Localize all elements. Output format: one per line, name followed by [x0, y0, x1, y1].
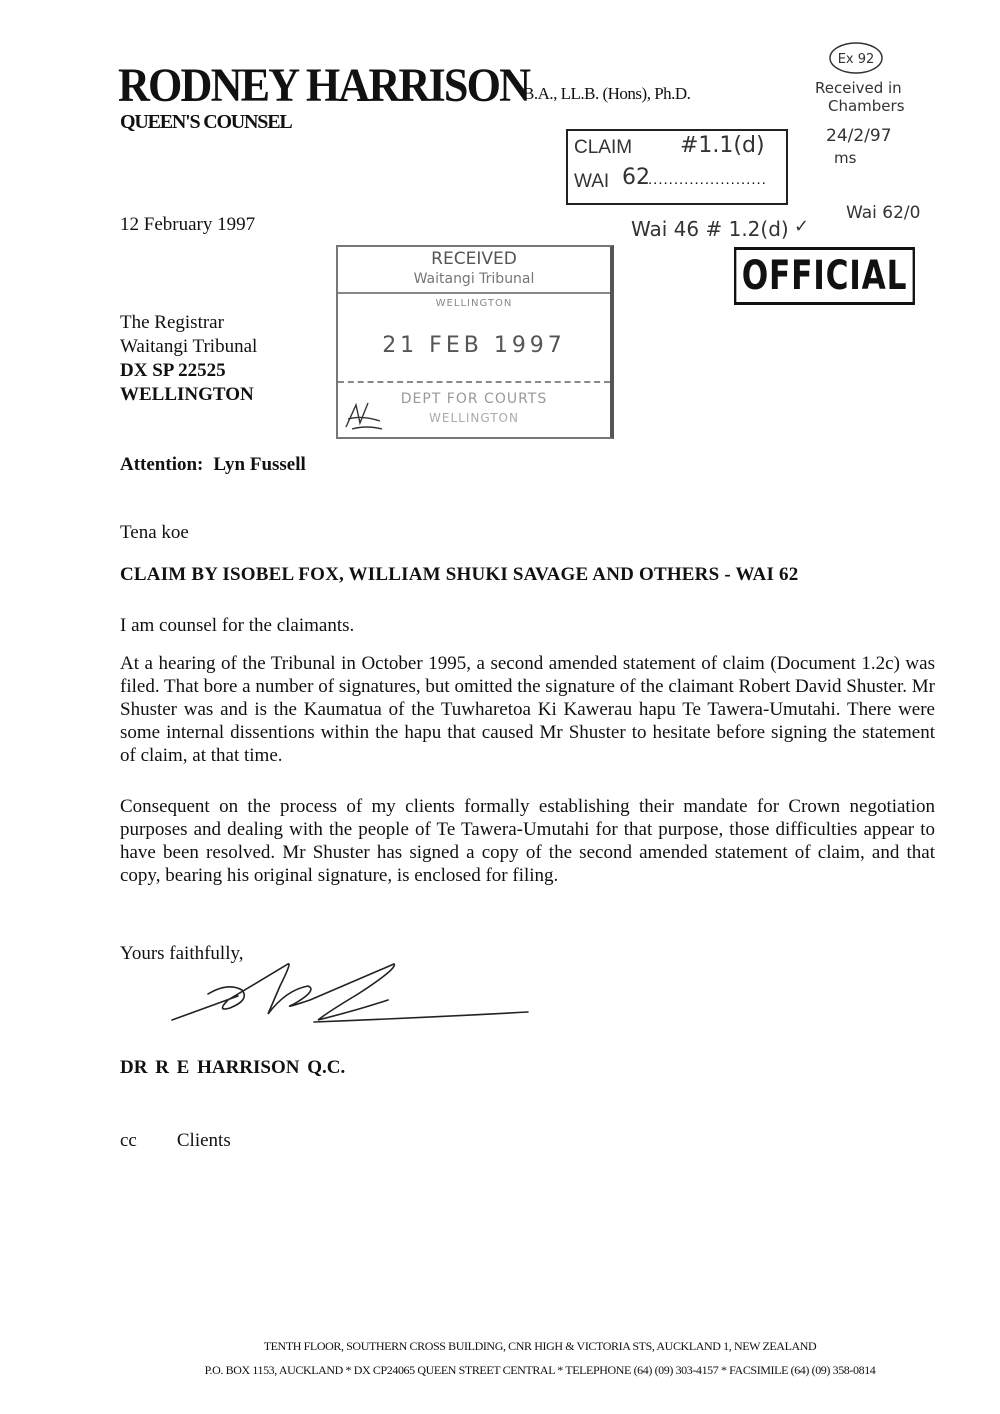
footer-address-line-1: TENTH FLOOR, SOUTHERN CROSS BUILDING, CNR HIGH & VICTORIA STS, AUCKLAND 1, NEW ZEALAND — [263, 1339, 817, 1353]
received-note-3: 24/2/97 — [826, 126, 892, 146]
letterhead-name: RODNEY HARRISON — [118, 59, 530, 112]
wai-label: WAI — [574, 171, 610, 192]
circled-annotation-text: Ex 92 — [837, 52, 875, 67]
recipient-line-3: DX SP 22525 — [120, 360, 226, 381]
recipient-line-1: The Registrar — [120, 312, 224, 333]
letter-heading: CLAIM BY ISOBEL FOX, WILLIAM SHUKI SAVAGE AND OTHERS - WAI 62 — [120, 564, 799, 585]
greeting: Tena koe — [120, 522, 189, 543]
official-stamp: OFFICIAL — [734, 247, 915, 305]
recipient-line-2: Waitangi Tribunal — [120, 336, 258, 357]
cc-value: Clients — [176, 1130, 231, 1151]
received-note-4: ms — [834, 149, 857, 167]
wai-ref-note: Wai 46 # 1.2(d) — [631, 217, 789, 241]
letter-date: 12 February 1997 — [120, 214, 256, 235]
signature — [168, 960, 538, 1035]
received-note-1: Received in — [815, 79, 902, 97]
claim-stamp — [566, 129, 788, 205]
letterhead-qualifications: B.A., LL.B. (Hons), Ph.D. — [523, 84, 691, 103]
cc-line — [120, 1130, 231, 1152]
recipient-line-4: WELLINGTON — [120, 384, 254, 405]
letterhead-title: QUEEN'S COUNSEL — [120, 111, 292, 133]
attention-label: Attention: — [120, 454, 204, 475]
checkmark-icon: ✓ — [794, 216, 810, 237]
paragraph-2: At a hearing of the Tribunal in October 1995, a second amended statement of claim (Document 1.2c) was filed. That bore a number of signatures, but omitted the signature of the claimant Robert David Shuster. Mr Shuster was and is the Kaumatua of the Tuwharetoa Ki Kawerau hapu Te Tawera-Umutahi. There were some internal dissentions within the hapu that caused Mr Shuster to hesitate before signing the statement of claim, at that time. — [120, 653, 935, 766]
footer-address-line-2: P.O. BOX 1153, AUCKLAND * DX CP24065 QUEEN STREET CENTRAL * TELEPHONE (64) (09) 303-4157 * FACSIMILE (64) (09) 358-0814 — [204, 1363, 876, 1377]
paragraph-1: I am counsel for the claimants. — [120, 615, 355, 636]
circled-annotation — [826, 40, 886, 76]
claim-number: #1.1(d) — [680, 133, 765, 158]
attention-name: Lyn Fussell — [213, 454, 306, 475]
wai-ref-note-2: Wai 62/0 — [846, 203, 921, 223]
received-org: Waitangi Tribunal — [413, 271, 535, 287]
paragraph-3: Consequent on the process of my clients formally establishing their mandate for Crown negotiation purposes and dealing with the people of Te Tawera-Umutahi for that purpose, those difficulties appear to have been resolved. Mr Shuster has signed a copy of the second amended statement of claim, and that copy, bearing his original signature, is enclosed for filing. — [120, 796, 935, 886]
received-note-2: Chambers — [828, 97, 905, 115]
signer-name: DR R E HARRISON Q.C. — [120, 1057, 346, 1078]
attention-line — [120, 454, 306, 476]
closing: Yours faithfully, — [120, 943, 244, 964]
received-dept: DEPT FOR COURTS — [400, 391, 548, 407]
claim-dotted-line: ....................... — [648, 171, 767, 188]
stamp-initials-scribble — [342, 397, 388, 433]
received-label: RECEIVED — [431, 249, 517, 269]
stamp-divider — [338, 292, 610, 294]
received-dept-city: WELLINGTON — [429, 411, 519, 425]
cc-label: cc — [120, 1130, 137, 1151]
stamp-divider-dashed — [338, 381, 610, 383]
received-city: WELLINGTON — [435, 298, 513, 309]
claim-label: CLAIM — [574, 137, 633, 158]
received-date: 21 FEB 1997 — [382, 333, 566, 358]
received-stamp — [336, 245, 614, 439]
wai-number: 62 — [622, 165, 650, 190]
